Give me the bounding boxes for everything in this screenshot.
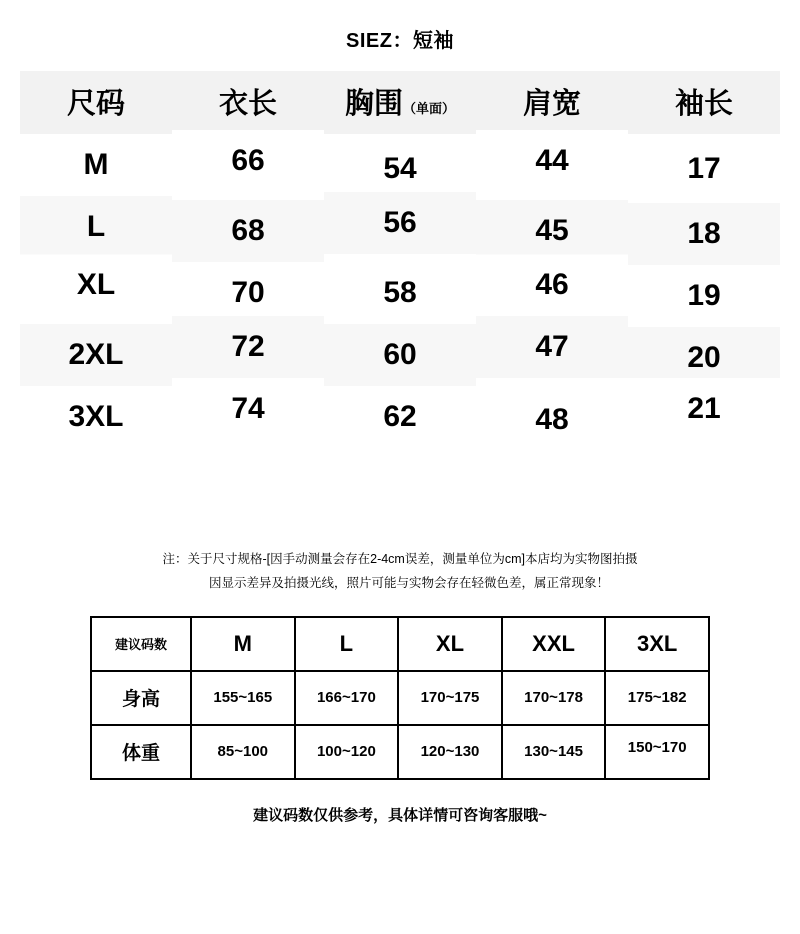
column-header-shoulder: 肩宽 [522,88,581,120]
size-chart-table [20,71,780,444]
table-row [20,258,780,320]
column-header-bust [324,71,476,134]
cell-shoulder: 47 [535,330,569,363]
rec-header-size-m: M [191,617,295,671]
cell-sleeve: 19 [687,279,721,312]
table-header-row [20,71,780,134]
cell-bust: 54 [383,152,417,185]
cell-shoulder: 45 [535,214,569,247]
cell-size: XL [76,268,116,301]
rec-cell-weight-xxl: 130~145 [502,725,606,779]
rec-cell-height-xl: 170~175 [398,671,502,725]
cell-bust: 62 [383,400,417,433]
table-row [20,196,780,258]
rec-header-row [91,617,709,671]
recommendation-table-wrapper [0,616,800,780]
note-line-1: 注：关于尺寸规格-[因手动测量会存在2-4cm误差，测量单位为cm]本店均为实物图拍摄 [162,552,638,566]
cell-size: L [86,210,106,243]
cell-size: M [83,148,109,181]
cell-bust: 56 [383,206,417,239]
cell-shoulder: 48 [535,403,569,436]
table-row [20,134,780,196]
column-header-length: 衣长 [218,88,277,120]
cell-sleeve: 21 [687,392,721,425]
cell-sleeve: 18 [687,217,721,250]
column-header-bust-label: 胸围 [344,88,403,120]
footer-note: 建议码数仅供参考，具体详情可咨询客服哦~ [253,806,547,824]
cell-sleeve: 17 [687,152,721,185]
rec-row-weight [91,725,709,779]
table-row [20,320,780,382]
rec-header-size-xxl: XXL [502,617,606,671]
cell-bust: 60 [383,338,417,371]
rec-cell-height-xxl: 170~178 [502,671,606,725]
column-header-bust-unit: （单面） [403,101,456,116]
cell-length: 72 [231,330,265,363]
rec-cell-weight-3xl: 150~170 [605,721,709,775]
cell-length: 66 [231,144,265,177]
rec-row-label-height: 身高 [91,671,191,725]
rec-cell-weight-m: 85~100 [191,725,295,779]
rec-cell-weight-l: 100~120 [295,725,399,779]
page-title: SIEZ：短袖 [346,30,454,52]
cell-length: 70 [231,276,265,309]
rec-row-label-weight: 体重 [91,725,191,779]
rec-row-height [91,671,709,725]
cell-size: 3XL [68,400,124,433]
note-line-2: 因显示差异及拍摄光线，照片可能与实物会存在轻微色差，属正常现象！ [208,575,609,590]
rec-header-size-l: L [295,617,399,671]
table-row [20,382,780,444]
column-header-size: 尺码 [66,88,125,120]
rec-cell-height-l: 166~170 [295,671,399,725]
rec-cell-weight-xl: 120~130 [398,725,502,779]
cell-shoulder: 44 [535,144,569,177]
cell-sleeve: 20 [687,341,721,374]
measurement-note [0,548,800,596]
rec-header-size-xl: XL [398,617,502,671]
rec-corner-label: 建议码数 [91,617,191,671]
rec-header-size-3xl: 3XL [605,617,709,671]
cell-length: 68 [231,214,265,247]
cell-shoulder: 46 [535,268,569,301]
cell-size: 2XL [68,338,124,371]
rec-cell-height-3xl: 175~182 [605,671,709,725]
column-header-sleeve: 袖长 [674,88,733,120]
cell-length: 74 [231,392,265,425]
rec-cell-height-m: 155~165 [191,671,295,725]
recommendation-table [90,616,710,780]
cell-bust: 58 [383,276,417,309]
